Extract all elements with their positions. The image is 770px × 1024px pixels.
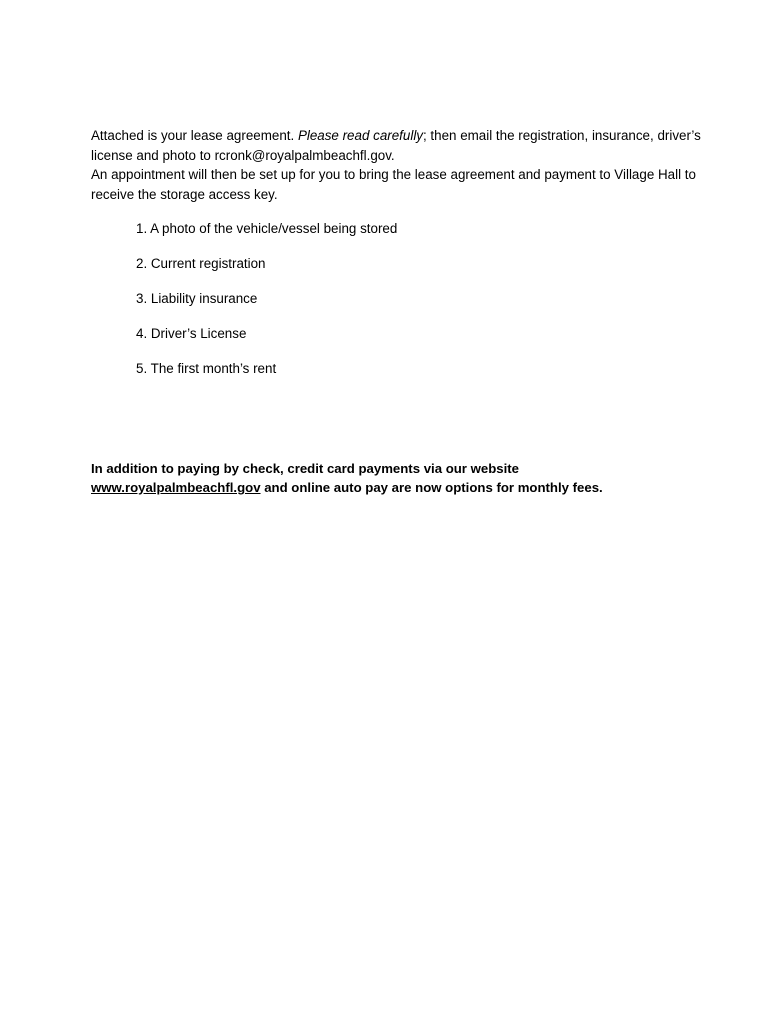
payment-note xyxy=(91,459,691,497)
payment-note-suffix: and online auto pay are now options for monthly fees. xyxy=(260,480,603,495)
intro-paragraph-2: An appointment will then be set up for you to bring the lease agreement and payment to Village Hall to receive the storage access key. xyxy=(91,167,696,202)
payment-note-prefix: In addition to paying by check, credit card payments via our website xyxy=(91,461,519,476)
intro-line1-suffix: ; then email the registration, insurance, driver’s license and photo to rcronk@royalpalmbeachfl.gov. xyxy=(91,128,701,163)
requirements-list xyxy=(136,219,397,394)
list-item: 4. Driver’s License xyxy=(136,326,247,341)
intro-line1-prefix: Attached is your lease agreement. xyxy=(91,128,298,143)
list-item: 3. Liability insurance xyxy=(136,291,258,306)
list-item: 5. The first month’s rent xyxy=(136,361,277,376)
list-item: 1. A photo of the vehicle/vessel being stored xyxy=(136,221,398,236)
intro-paragraph-1 xyxy=(91,126,701,165)
intro-emphasis: Please read carefully xyxy=(297,128,423,143)
list-item: 2. Current registration xyxy=(136,256,266,271)
website-link[interactable]: www.royalpalmbeachfl.gov xyxy=(91,480,261,495)
intro-text xyxy=(91,126,701,204)
